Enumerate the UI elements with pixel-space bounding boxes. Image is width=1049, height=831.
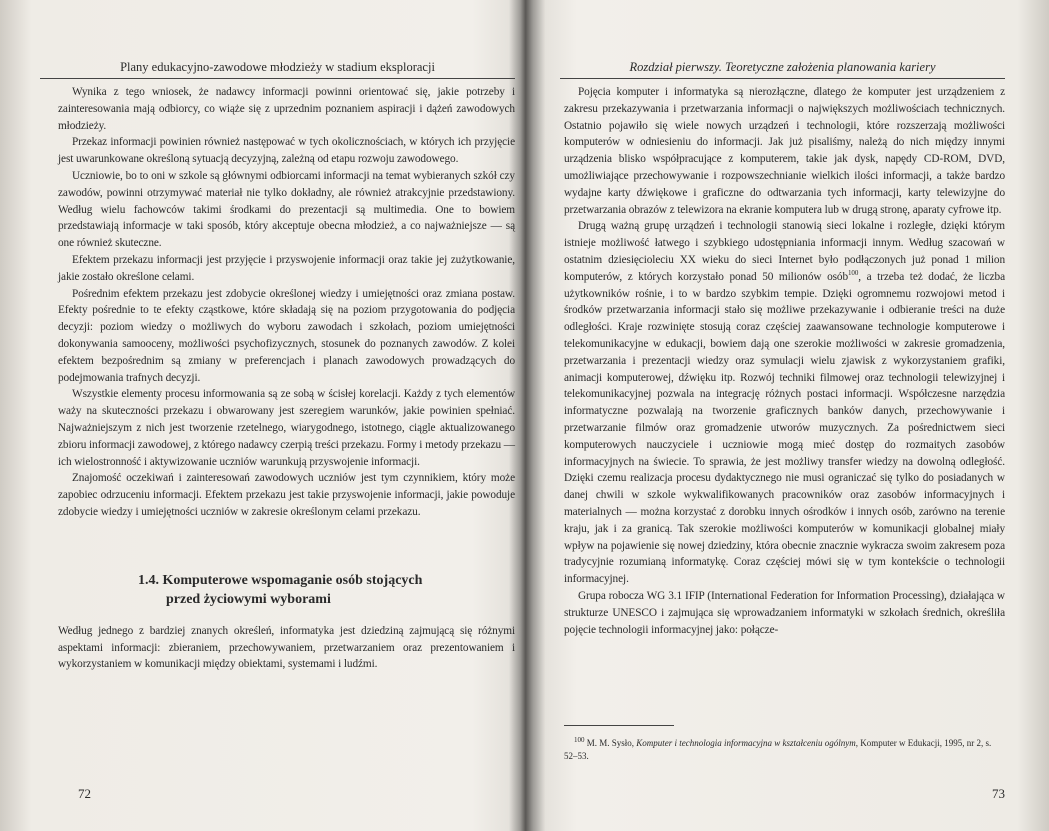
page-number-right: 73 — [992, 786, 1005, 801]
running-head-right: Rozdział pierwszy. Teoretyczne założenia planowania kariery — [629, 60, 936, 74]
footnote-title: Komputer i technologia informacyjna w kształceniu ogólnym — [636, 738, 856, 748]
paragraph — [564, 218, 1005, 588]
paragraph: Grupa robocza WG 3.1 IFIP (International Federation for Information Processing), działająca w strukturze UNESCO i zajmująca się wprowadzaniem informatyki w szkołach średnich, określiła pojęcie technologii informacyjnej jako: połącze- — [564, 589, 1005, 636]
footnote-author: M. M. Sysło, — [584, 738, 637, 748]
right-page-body — [564, 84, 1005, 638]
footnote — [564, 737, 1005, 763]
paragraph: Znajomość oczekiwań i zainteresowań zawodowych uczniów jest tym czynnikiem, który może zapobiec odrzuceniu informacji. Efektem przekazu jest takie przyswojenie informacji, jakie powoduje zdobycie wiedzy i umiejętności uczniów w zakresie określonym celami przekazu. — [58, 472, 515, 518]
paragraph: Wynika z tego wniosek, że nadawcy informacji powinni orientować się, jakie potrzeby i zainteresowania mają odbiorcy, co wiąże się z uprzednim poznaniem aspiracji i dążeń zawodowych młodzieży. — [58, 86, 515, 132]
header-rule-left — [40, 78, 515, 79]
paragraph: Wszystkie elementy procesu informowania są ze sobą w ścisłej korelacji. Każdy z tych elementów waży na skuteczności przekazu i obwarowany jest szeregiem warunków, jakie powinien spełniać. Najważniejszym z nich jest tworzenie rzetelnego, wiarygodnego, istotnego, ciągle aktualizowanego zbioru informacji zawodowej, z którego nadawcy czerpią treści przekazu. Formy i metody przekazu — ich wielostronność i aktywizowanie uczniów warunkują przyswojenie informacji. — [58, 388, 515, 468]
paragraph: Pośrednim efektem przekazu jest zdobycie określonej wiedzy i umiejętności oraz zmiana postaw. Efekty pośrednie to te efekty cząstkowe, które składają się na poziom przygotowania do podjęcia decyzji: poziom wiedzy o możliwych do wyboru zawodach i szkołach, poziom umiejętności dokonywania samooceny, możliwości psychofizycznych, stosunek do poznanych zawodów. Z kolei efektem bezpośrednim są zmiany w preferencjach i planach zawodowych prowadzących do podejmowania trafnych decyzji. — [58, 287, 515, 384]
paragraph: Pojęcia komputer i informatyka są nierozłączne, dlatego że komputer jest urządzeniem z zakresu przekazywania i przetwarzania informacji o największych możliwościach technicznych. Ostatnio pojawiło się wiele nowych urządzeń i technologii, które rozszerzają możliwości komputerów w odniesieniu do informacji. Jak już pisaliśmy, należą do nich między innymi urządzenia blisko współpracujące z komputerem, takie jak dysk, napędy CD-ROM, DVD, umożliwiające przechowywanie i rozpowszechnianie wielkich ilości informacji, a także bardzo wydajne karty dźwiękowe i graficzne do odtwarzania tych informacji, karty telewizyjne do przetwarzania obrazów z telewizora na ekranie komputera lub w drugą stronę, aparaty cyfrowe itp. — [564, 86, 1005, 216]
paragraph: Efektem przekazu informacji jest przyjęcie i przyswojenie informacji oraz takie jej zużytkowanie, jakie zostało określone celami. — [58, 253, 515, 283]
paragraph: Uczniowie, bo to oni w szkole są głównymi odbiorcami informacji na temat wybieranych szkół czy zawodów, powinni otrzymywać materiał nie tylko dokładny, ale również atrakcyjnie przedstawiony. Według wielu fachowców takimi środkami do prezentacji są multimedia. One to bowiem przedstawiają informacje w taki sposób, który akceptuje obecna młodzież, a co najważniejsze — są one również skuteczne. — [58, 169, 515, 250]
footnote-reference: 100 — [848, 269, 859, 277]
paragraph: Według jednego z bardziej znanych określeń, informatyka jest dziedziną zajmującą się różnymi aspektami informacji: zbieraniem, przechowywaniem, przetwarzaniem oraz prezentowaniem i wykorzystaniem w komunikacji między obiektami, systemami i ludźmi. — [58, 624, 515, 671]
paragraph: Przekaz informacji powinien również następować w tych okolicznościach, w których ich przyjęcie jest uwarunkowane określoną sytuacją decyzyjną, zależną od etapu rozwoju zawodowego. — [58, 136, 515, 166]
header-rule-right — [560, 78, 1005, 79]
footnote-rest: , Komputer w Edukacji, 1995, nr 2, s. 52–53. — [564, 738, 992, 761]
footnote-rule — [564, 725, 674, 726]
paragraph-text: , a trzeba też dodać, że liczba użytkowników rośnie, i to w bardzo szybkim tempie. Dzięki ogromnemu rozwojowi metod i środków przetwarzania informacji stało się możliwe przekazywanie i odbieranie treści na duże odległości. Kraje rozwinięte stosują coraz częściej zaawansowane technologie komputerowe i telekomunikacyjne w edukacji, bowiem dają one szerokie możliwości w zakresie gromadzenia, przetwarzania i prezentacji wiedzy oraz symulacji wielu zjawisk z wykorzystaniem grafiki, animacji komputerowej, dźwięku itp. Rozwój techniki filmowej oraz technologii telewizyjnej i telekomunikacyjnej pozwala na integrację różnych postaci informacji. Współczesne narzędzia informatyczne pozwalają na tworzenie graficznych banków danych, przechowywanie i przetwarzanie filmów oraz gromadzenie utworów muzycznych. Za pośrednictwem sieci komputerowych nauczyciele i uczniowie mogą mieć dostęp do rozmaitych zasobów informacyjnych na świecie. To sprawia, że jest możliwy transfer wiedzy na dowolną odległość. Dzięki czemu realizacja procesu dydaktycznego nie musi ograniczać się tylko do posiadanych w danej chwili w szkole wykwalifikowanych pracowników oraz zasobów informacyjnych i materialnych — można korzystać z dorobku innych ośrodków i innych osób, zarówno na terenie kraju, jak i za granicą. Tak szerokie możliwości komputerów w komunikacji globalnej miały wpływ na pojawienie się nowej dziedziny, która obecnie znacznie wykracza swoim zakresem poza tradycyjnie rozumianą informatykę. Coraz częściej mówi się w tym kontekście o technologii informacyjnej. — [564, 270, 1005, 586]
section-heading-line1: 1.4. Komputerowe wspomaganie osób stojących — [138, 572, 423, 588]
footnote-mark: 100 — [574, 736, 585, 744]
section-heading-line2: przed życiowymi wyborami — [166, 591, 331, 607]
running-head-left: Plany edukacyjno-zawodowe młodzieży w stadium eksploracji — [120, 60, 435, 74]
left-page-body — [58, 84, 515, 673]
left-page — [40, 0, 515, 831]
right-page — [560, 0, 1005, 831]
paragraph-text: Drugą ważną grupę urządzeń i technologii stanowią sieci lokalne i rozległe, dzięki którym istnieje możliwość łatwego i szybkiego udostępniania informacji innym. Według szacowań w ostatnim dziesięcioleciu XX wieku do sieci Internet było podłączonych już ponad 1 milion komputerów, z których korzystało ponad 50 milionów osób — [564, 220, 1005, 283]
page-number-left: 72 — [78, 786, 91, 801]
section-heading — [138, 571, 515, 609]
